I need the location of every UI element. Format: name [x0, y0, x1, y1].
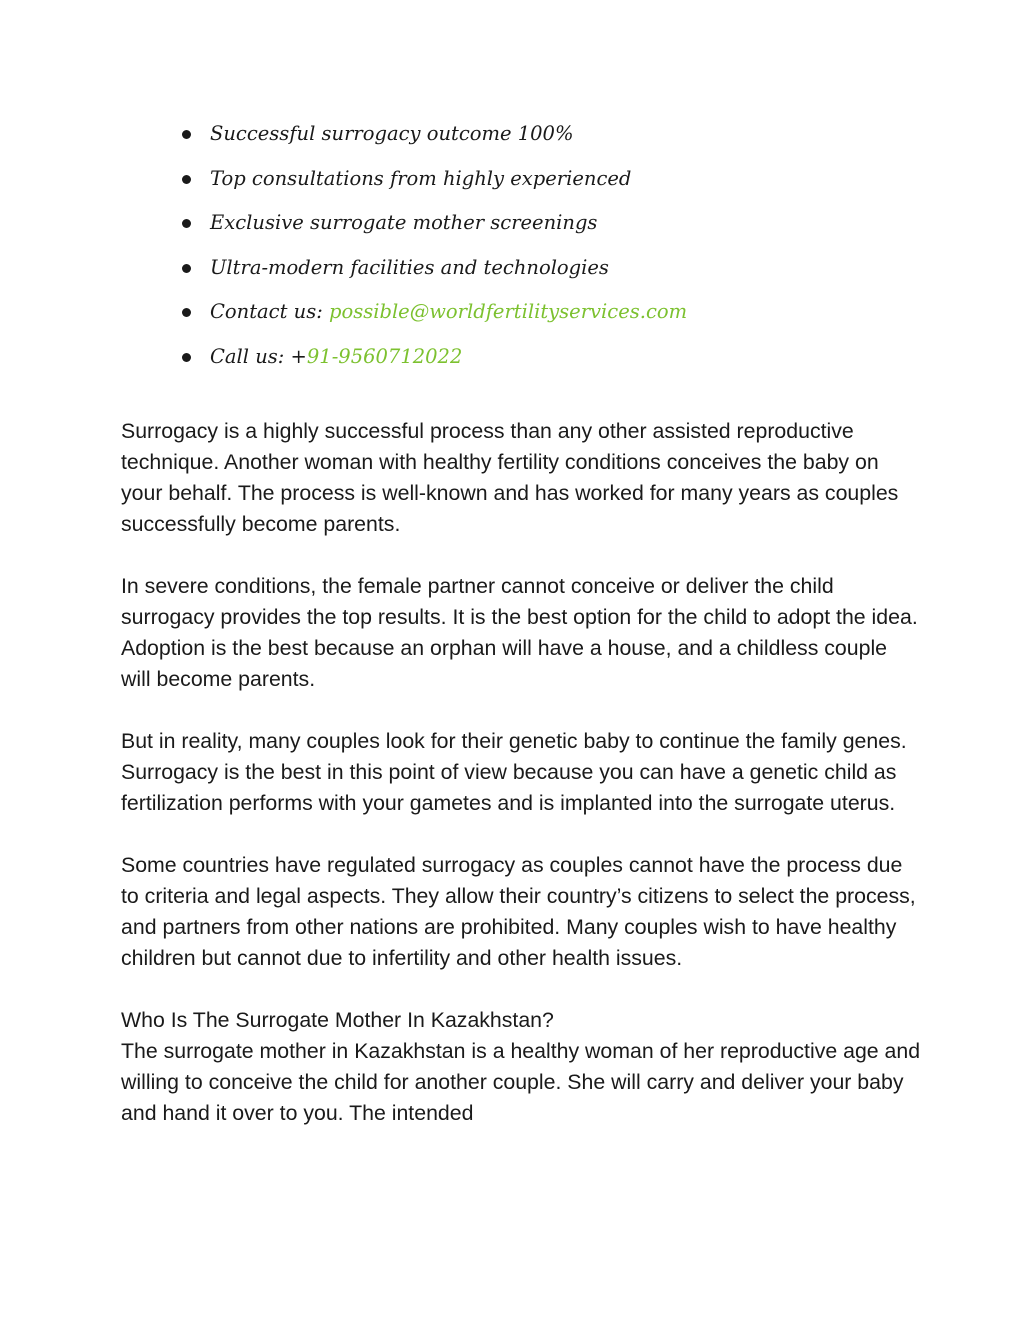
phone-number-link[interactable]: 91-9560712022 [306, 344, 463, 368]
bullet-text: Successful surrogacy outcome 100% [210, 122, 574, 145]
bullet-dot-icon [182, 353, 191, 362]
bullet-dot-icon [182, 308, 191, 317]
bullet-text: Contact us: possible@worldfertilityservices.com [210, 300, 688, 324]
section-paragraph: The surrogate mother in Kazakhstan is a healthy woman of her reproductive age and willing to conceive the child for another couple. She will carry and deliver your baby and hand it over to you. The intended [121, 1039, 921, 1125]
bullet-text: Call us: +91-9560712022 [210, 344, 463, 368]
paragraph-surrogacy-intro: Surrogacy is a highly successful process than any other assisted reproductive technique. Another woman with healthy fertility conditions conceives the baby on your behalf. The process is well-known and has worked for many years as couples successfully become parents. [121, 419, 899, 536]
bullet-item-facilities [0, 246, 1024, 291]
paragraph-severe-conditions: In severe conditions, the female partner cannot conceive or deliver the child surrogacy provides the top results. It is the best option for the child to adopt the idea. Adoption is the best because an orphan will have a house, and a childless couple will become parents. [121, 574, 918, 691]
bullet-item-contact [0, 290, 1024, 335]
bullet-dot-icon [182, 130, 191, 139]
bullet-dot-icon [182, 264, 191, 273]
bullet-item-call [0, 335, 1024, 380]
paragraph-genetic-baby: But in reality, many couples look for their genetic baby to continue the family genes. Surrogacy is the best in this point of view because you can have a genetic child as fertilization performs with your gametes and is implanted into the surrogate uterus. [121, 729, 907, 815]
bullet-dot-icon [182, 175, 191, 184]
bullet-item-screenings [0, 201, 1024, 246]
contact-email-link[interactable]: possible@worldfertilityservices.com [328, 300, 688, 324]
bullet-text: Top consultations from highly experienced [210, 166, 632, 190]
bullet-item-outcome [0, 112, 1024, 157]
article-body [121, 416, 921, 1129]
paragraph-regulated-countries: Some countries have regulated surrogacy as couples cannot have the process due to criteria and legal aspects. They allow their country’s citizens to select the process, and partners from other nations are prohibited. Many couples wish to have healthy children but cannot due to infertility and other health issues. [121, 853, 916, 970]
bullet-item-consultations [0, 157, 1024, 202]
bullet-text: Exclusive surrogate mother screenings [210, 211, 598, 235]
section-heading: Who Is The Surrogate Mother In Kazakhstan? [121, 1008, 554, 1032]
bullet-dot-icon [182, 219, 191, 228]
bullet-text: Ultra-modern facilities and technologies [210, 255, 609, 279]
feature-bullet-list [0, 112, 1024, 380]
